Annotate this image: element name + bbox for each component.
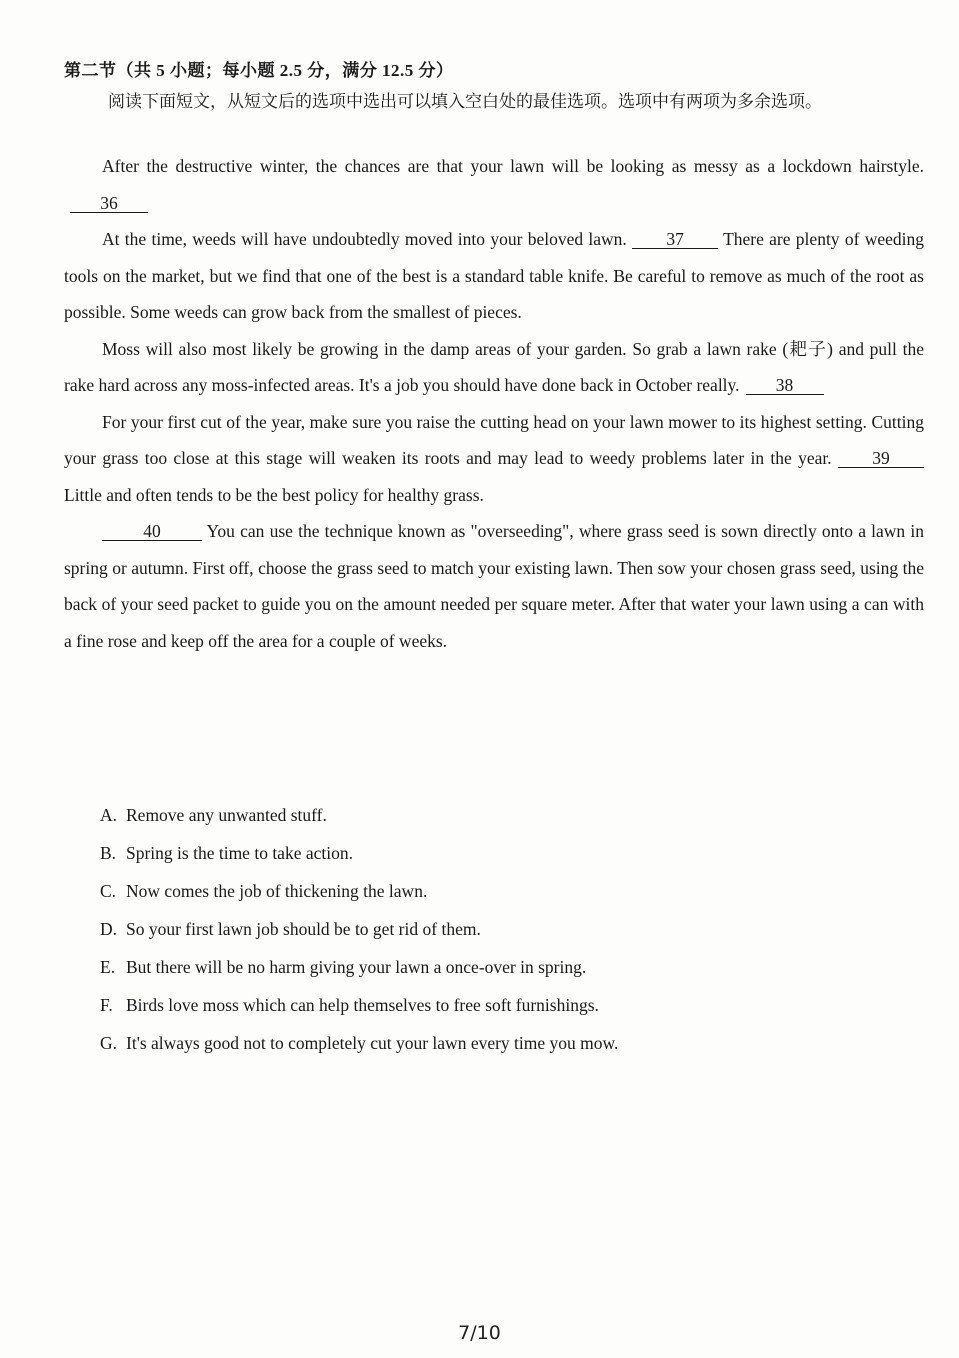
- option-text: Spring is the time to take action.: [126, 843, 353, 863]
- blank-36: 36: [70, 194, 148, 213]
- paragraph-2: [64, 221, 924, 331]
- option-g: [100, 1024, 900, 1062]
- paragraph-2-text-after: There are plenty of weeding tools on the market, but we find that one of the best is a standard table knife. Be careful to remove as much of the root as possible. Some weeds can grow back from the smallest of pieces.: [64, 229, 924, 322]
- option-c: [100, 872, 900, 910]
- option-text: But there will be no harm giving your lawn a once-over in spring.: [126, 957, 587, 977]
- paragraph-5: [64, 513, 924, 659]
- option-letter: G.: [100, 1033, 118, 1053]
- section-instructions: 阅读下面短文，从短文后的选项中选出可以填入空白处的最佳选项。选项中有两项为多余选项。: [108, 92, 822, 111]
- blank-39: 39: [838, 449, 924, 468]
- option-letter: F.: [100, 995, 113, 1015]
- paragraph-4: [64, 404, 924, 514]
- paragraph-1-text: After the destructive winter, the chances are that your lawn will be looking as messy as a lockdown hairstyle.: [102, 156, 924, 176]
- option-text: It's always good not to completely cut your lawn every time you mow.: [126, 1033, 619, 1053]
- paragraph-3-text: Moss will also most likely be growing in the damp areas of your garden. So grab a lawn rake (耙子) and pull the rake hard across any moss-infected areas. It's a job you should have done back in October really.: [64, 338, 924, 395]
- paragraph-3: [64, 331, 924, 404]
- paragraph-2-text-before: At the time, weeds will have undoubtedly moved into your beloved lawn.: [102, 229, 627, 249]
- option-d: [100, 910, 900, 948]
- option-letter: A.: [100, 805, 118, 825]
- option-letter: B.: [100, 843, 117, 863]
- option-text: So your first lawn job should be to get rid of them.: [126, 919, 481, 939]
- section-heading: 第二节（共 5 小题；每小题 2.5 分，满分 12.5 分）: [64, 61, 454, 80]
- option-letter: E.: [100, 957, 116, 977]
- paragraph-1: [64, 148, 924, 221]
- option-b: [100, 834, 900, 872]
- option-text: Remove any unwanted stuff.: [126, 805, 327, 825]
- option-f: [100, 986, 900, 1024]
- paragraph-4-text-after: Little and often tends to be the best policy for healthy grass.: [64, 484, 484, 505]
- blank-37: 37: [632, 230, 718, 249]
- answer-options: [100, 796, 900, 1062]
- option-text: Now comes the job of thickening the lawn.: [126, 881, 428, 901]
- option-e: [100, 948, 900, 986]
- paragraph-4-text-before: For your first cut of the year, make sure you raise the cutting head on your lawn mower to its highest setting. Cutting your grass too close at this stage will weaken its roots and may lead to weedy problems later in the year.: [64, 411, 924, 468]
- paragraph-5-text: You can use the technique known as "overseeding", where grass seed is sown directly onto a lawn in spring or autumn. First off, choose the grass seed to match your existing lawn. Then sow your chosen grass seed, using the back of your seed packet to guide you on the amount needed per square meter. After that water your lawn using a can with a fine rose and keep off the area for a couple of weeks.: [64, 521, 924, 651]
- blank-38: 38: [746, 376, 824, 395]
- blank-40: 40: [102, 522, 202, 541]
- page-number: 7/10: [458, 1322, 501, 1344]
- option-a: [100, 796, 900, 834]
- option-letter: D.: [100, 919, 118, 939]
- option-text: Birds love moss which can help themselves to free soft furnishings.: [126, 995, 599, 1015]
- passage: [64, 148, 924, 659]
- option-letter: C.: [100, 881, 117, 901]
